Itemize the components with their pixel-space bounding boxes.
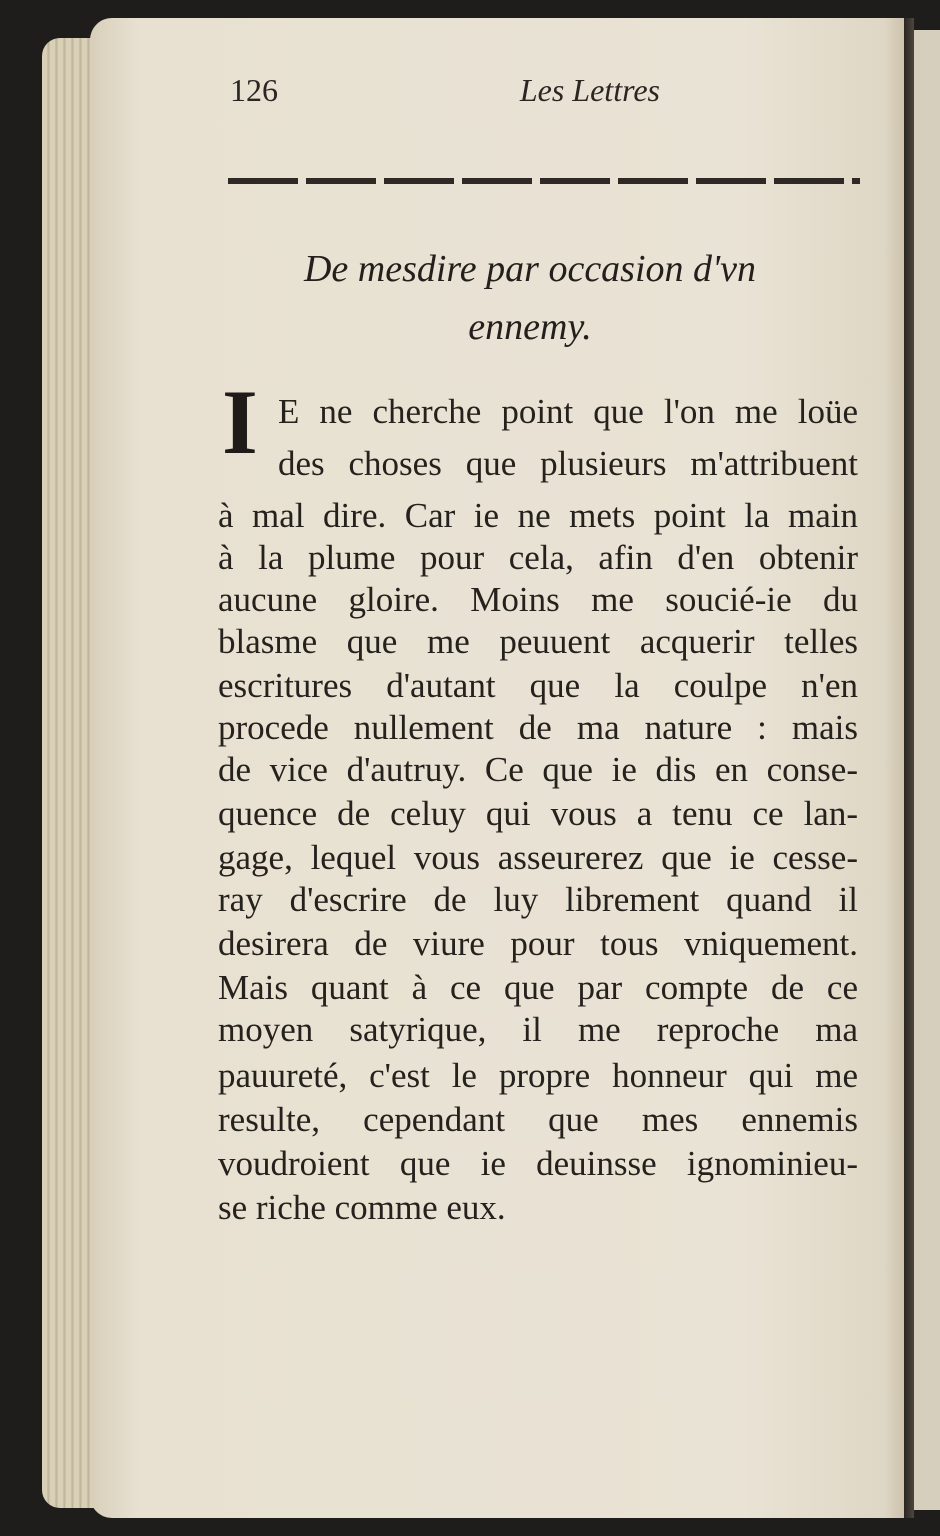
heading-line-1: De mesdire par occasion d'vn [303,248,757,290]
running-title: Les Lettres [519,72,660,108]
gutter-shadow [904,18,914,1518]
text-line: E ne cherche point que l'on me loüe [278,392,858,431]
text-line: aucune gloire. Moins me soucié-ie du [218,580,858,619]
text-line: Mais quant à ce que par compte de ce [218,968,858,1007]
running-head [230,72,660,116]
text-line: procede nullement de ma nature : mais [218,708,858,747]
text-line: voudroient que ie deuinsse ignominieu- [218,1144,858,1183]
text-line: à mal dire. Car ie ne mets point la main [218,496,858,535]
drop-cap: I [222,371,258,473]
letter-heading [220,240,840,356]
text-line: de vice d'autruy. Ce que ie dis en conse- [218,750,858,789]
text-line: escritures d'autant que la coulpe n'en [218,666,858,705]
text-line: quence de celuy qui vous a tenu ce lan- [218,794,858,833]
text-line: gage, lequel vous asseurerez que ie cesse- [218,838,858,877]
text-line: se riche comme eux. [218,1188,506,1227]
text-line: à la plume pour cela, afin d'en obtenir [218,538,858,577]
text-line: pauureté, c'est le propre honneur qui me [218,1056,858,1095]
text-line: desirera de viure pour tous vniquement. [218,924,858,963]
text-line: des choses que plusieurs m'attribuent [278,444,858,483]
facing-page [910,30,940,1510]
page-number: 126 [230,72,278,108]
header-rule [228,178,860,184]
text-line: moyen satyrique, il me reproche ma [218,1010,858,1049]
text-line: blasme que me peuuent acquerir telles [218,622,858,661]
heading-line-2: ennemy. [468,306,592,348]
text-line: resulte, cependant que mes ennemis [218,1100,858,1139]
text-line: ray d'escrire de luy librement quand il [218,880,858,919]
